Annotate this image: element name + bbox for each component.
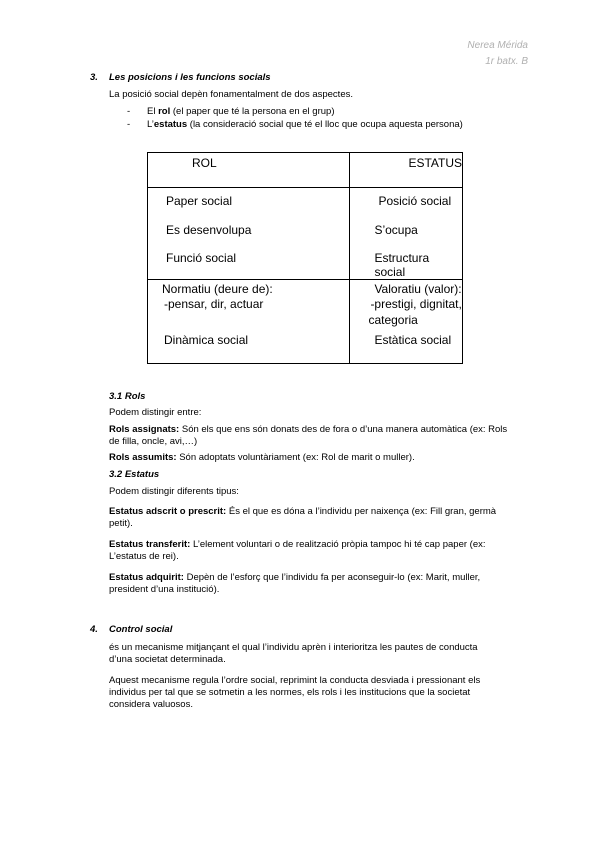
table-cell: -pensar, dir, actuar — [148, 297, 350, 313]
bullet-text: El — [147, 106, 159, 117]
section4-title: Control social — [109, 624, 173, 635]
table-cell: S’ocupa — [350, 218, 463, 247]
rols-assumits — [109, 452, 415, 464]
rols-assignats-cont: de filla, oncle, avi,…) — [109, 436, 198, 447]
bullet-text: (el paper que té la persona en el grup) — [170, 106, 335, 117]
term: Estatus transferit: — [109, 539, 191, 550]
estatus-title: 3.2 Estatus — [109, 469, 160, 480]
bullet-bold: rol — [158, 106, 171, 117]
term-text: És el que es dóna a l’individu per naixença (ex: Fill gran, germà — [226, 506, 497, 517]
estatus-adscrit — [109, 506, 496, 518]
bullet-dash: - — [127, 119, 131, 130]
table-cell: Dinàmica social — [148, 331, 350, 364]
rol-estatus-table — [147, 152, 463, 364]
table-header-row — [148, 153, 463, 188]
term: Rols assignats: — [109, 424, 180, 435]
term: Rols assumits: — [109, 452, 177, 463]
estatus-adquirit — [109, 572, 480, 584]
control-p1-line1: és un mecanisme mitjançant el qual l’individu aprèn i interioritza les pautes de conducta — [109, 642, 478, 653]
bullet-rol — [127, 106, 334, 118]
term: Estatus adscrit o prescrit: — [109, 506, 227, 517]
table-row — [148, 247, 463, 280]
bullet-text: L’ — [147, 119, 154, 130]
estatus-adquirit-cont: president d’una institució). — [109, 584, 220, 595]
table-cell: categoria — [350, 313, 463, 331]
section3-title: Les posicions i les funcions socials — [109, 72, 271, 83]
table-cell: Funció social — [148, 247, 350, 280]
rols-intro: Podem distingir entre: — [109, 407, 202, 418]
table-cell: Estàtica social — [350, 331, 463, 364]
table-cell: Es desenvolupa — [148, 218, 350, 247]
table-row — [148, 313, 463, 331]
table-row — [148, 297, 463, 313]
section3-number: 3. — [90, 72, 98, 83]
header-author: Nerea Mérida — [467, 40, 528, 51]
term-text: Són els que ens són donats des de fora o d’una manera automàtica (ex: Rols — [179, 424, 508, 435]
term-text: L’element voluntari o de realització pròpia tampoc hi té cap paper (ex: — [190, 539, 486, 550]
control-p2-line3: considera valuosos. — [109, 699, 193, 710]
control-p2-line2: individus per tal que se sotmetin a les normes, els rols i les institucions que la societat — [109, 687, 471, 698]
bullet-estatus — [127, 119, 463, 131]
bullet-text: (la consideració social que té el lloc que ocupa aquesta persona) — [187, 119, 463, 130]
table-row — [148, 279, 463, 297]
table-cell: Estructura social — [350, 247, 463, 280]
table-cell: Valoratiu (valor): — [350, 279, 463, 297]
table-cell: Paper social — [148, 188, 350, 218]
term-text: Són adoptats voluntàriament (ex: Rol de marit o muller). — [176, 452, 415, 463]
table-cell — [148, 313, 350, 331]
estatus-intro: Podem distingir diferents tipus: — [109, 486, 239, 497]
bullet-bold: estatus — [153, 119, 188, 130]
term: Estatus adquirit: — [109, 572, 184, 583]
header-course: 1r batx. B — [485, 56, 528, 67]
term-text: Depèn de l’esforç que l’individu fa per aconseguir-lo (ex: Marit, muller, — [183, 572, 481, 583]
table-cell: Posició social — [350, 188, 463, 218]
table-row — [148, 331, 463, 364]
table-cell: Normatiu (deure de): — [148, 279, 350, 297]
table-cell: -prestigi, dignitat, — [350, 297, 463, 313]
table-row — [148, 218, 463, 247]
rols-assignats — [109, 424, 507, 436]
control-p2-line1: Aquest mecanisme regula l’ordre social, reprimint la conducta desviada i pressionant els — [109, 675, 481, 686]
header-estatus: ESTATUS — [350, 153, 463, 188]
control-p1-line2: d’una societat determinada. — [109, 654, 226, 665]
estatus-transferit-cont: L’estatus de rei). — [109, 551, 179, 562]
section4-number: 4. — [90, 624, 98, 635]
estatus-transferit — [109, 539, 486, 551]
header-rol: ROL — [148, 153, 350, 188]
rols-title: 3.1 Rols — [109, 391, 146, 402]
table-row — [148, 188, 463, 218]
section3-intro: La posició social depèn fonamentalment de dos aspectes. — [109, 89, 353, 100]
bullet-dash: - — [127, 106, 131, 117]
estatus-adscrit-cont: petit). — [109, 518, 133, 529]
